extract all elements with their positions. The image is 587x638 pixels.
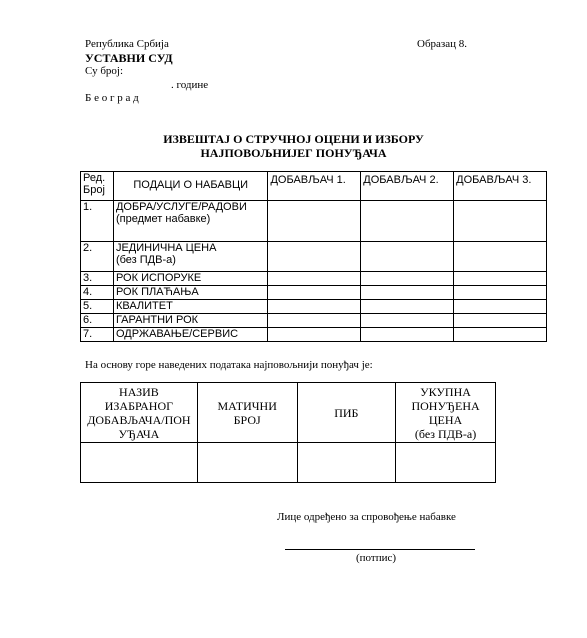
row-label: ГАРАНТНИ РОК [113, 314, 268, 328]
table-row [81, 242, 547, 272]
year-label: . године [171, 79, 209, 91]
header-row-number [81, 172, 114, 201]
supplier-1-cell[interactable] [268, 272, 361, 286]
supplier-3-cell[interactable] [454, 314, 547, 328]
header-reg-line1: МАТИЧНИ [217, 398, 277, 413]
court-name: УСТАВНИ СУД [85, 51, 173, 65]
supplier-2-cell[interactable] [361, 328, 454, 342]
row-label-sub: (без ПДВ-а) [115, 254, 176, 266]
row-label-main: ДОБРА/УСЛУГЕ/РАДОВИ [115, 201, 247, 213]
header-supplier-1: ДОБАВЉАЧ 1. [268, 172, 361, 201]
supplier-3-cell[interactable] [454, 242, 547, 272]
supplier-2-cell[interactable] [361, 242, 454, 272]
header-price-line1: УКУПНА [420, 384, 471, 399]
header-selected-supplier-name [81, 383, 198, 443]
supplier-2-cell[interactable] [361, 286, 454, 300]
selected-bidder-table [80, 382, 496, 483]
row-label: РОК ИСПОРУКЕ [113, 272, 268, 286]
header-name-line2: ИЗАБРАНОГ [104, 398, 174, 413]
supplier-2-cell[interactable] [361, 201, 454, 242]
header-row-number-line2: Број [83, 184, 105, 196]
form-number: Образац 8. [417, 38, 468, 50]
supplier-1-cell[interactable] [268, 328, 361, 342]
header-reg-line2: БРОЈ [233, 412, 261, 427]
table-row [81, 272, 547, 286]
supplier-3-cell[interactable] [454, 286, 547, 300]
row-number: 6. [81, 314, 114, 328]
supplier-2-cell[interactable] [361, 300, 454, 314]
supplier-1-cell[interactable] [268, 242, 361, 272]
republic-label: Република Србија [85, 38, 169, 50]
header-supplier-2: ДОБАВЉАЧ 2. [361, 172, 454, 201]
pib-cell[interactable] [297, 443, 396, 483]
supplier-1-cell[interactable] [268, 300, 361, 314]
row-number: 4. [81, 286, 114, 300]
total-price-cell[interactable] [396, 443, 496, 483]
selected-supplier-name-cell[interactable] [81, 443, 198, 483]
header-registration-number [197, 383, 297, 443]
supplier-1-cell[interactable] [268, 286, 361, 300]
header-total-price [396, 383, 496, 443]
table-header-row [81, 172, 547, 201]
supplier-3-cell[interactable] [454, 201, 547, 242]
table-row [81, 443, 496, 483]
row-number: 5. [81, 300, 114, 314]
signature-line[interactable] [285, 549, 475, 550]
row-number: 3. [81, 272, 114, 286]
supplier-1-cell[interactable] [268, 201, 361, 242]
header-supplier-3: ДОБАВЉАЧ 3. [454, 172, 547, 201]
row-label-sub: (предмет набавке) [115, 213, 211, 225]
row-label [113, 242, 268, 272]
header-procurement-data: ПОДАЦИ О НАБАВЦИ [113, 172, 268, 201]
supplier-1-cell[interactable] [268, 314, 361, 328]
table-row [81, 328, 547, 342]
header-name-line4: УЂАЧА [118, 426, 160, 441]
table-row [81, 201, 547, 242]
header-pib: ПИБ [297, 383, 396, 443]
header-name-line1: НАЗИВ [119, 384, 159, 399]
row-label: ОДРЖАВАЊЕ/СЕРВИС [113, 328, 268, 342]
table-row [81, 314, 547, 328]
city-label: Б е о г р а д [85, 92, 139, 104]
header-price-line3: ЦЕНА [428, 412, 463, 427]
header-price-line4: (без ПДВ-а) [414, 426, 477, 441]
supplier-3-cell[interactable] [454, 272, 547, 286]
row-number: 7. [81, 328, 114, 342]
supplier-2-cell[interactable] [361, 314, 454, 328]
row-number: 1. [81, 201, 114, 242]
case-number-label: Су број: [85, 65, 124, 77]
row-label-main: ЈЕДИНИЧНА ЦЕНА [115, 242, 217, 254]
document-title-line2: НАЈПОВОЉНИЈЕГ ПОНУЂАЧА [200, 146, 387, 160]
supplier-3-cell[interactable] [454, 300, 547, 314]
supplier-2-cell[interactable] [361, 272, 454, 286]
responsible-person-label: Лице одређено за спровођење набавке [277, 511, 456, 523]
row-label [113, 201, 268, 242]
row-label: РОК ПЛАЋАЊА [113, 286, 268, 300]
table-header-row [81, 383, 496, 443]
best-bidder-intro: На основу горе наведених података најповољнији понуђач је: [85, 359, 373, 371]
header-name-line3: ДОБАВЉАЧА/ПОН [87, 412, 191, 427]
supplier-3-cell[interactable] [454, 328, 547, 342]
document-title-line1: ИЗВЕШТАЈ О СТРУЧНОЈ ОЦЕНИ И ИЗБОРУ [163, 132, 424, 146]
row-number: 2. [81, 242, 114, 272]
row-label: КВАЛИТЕТ [113, 300, 268, 314]
header-row-number-line1: Ред. [83, 172, 106, 184]
table-row [81, 286, 547, 300]
signature-caption: (потпис) [356, 552, 397, 564]
registration-number-cell[interactable] [197, 443, 297, 483]
procurement-data-table [80, 171, 547, 342]
table-row [81, 300, 547, 314]
header-price-line2: ПОНУЂЕНА [411, 398, 480, 413]
